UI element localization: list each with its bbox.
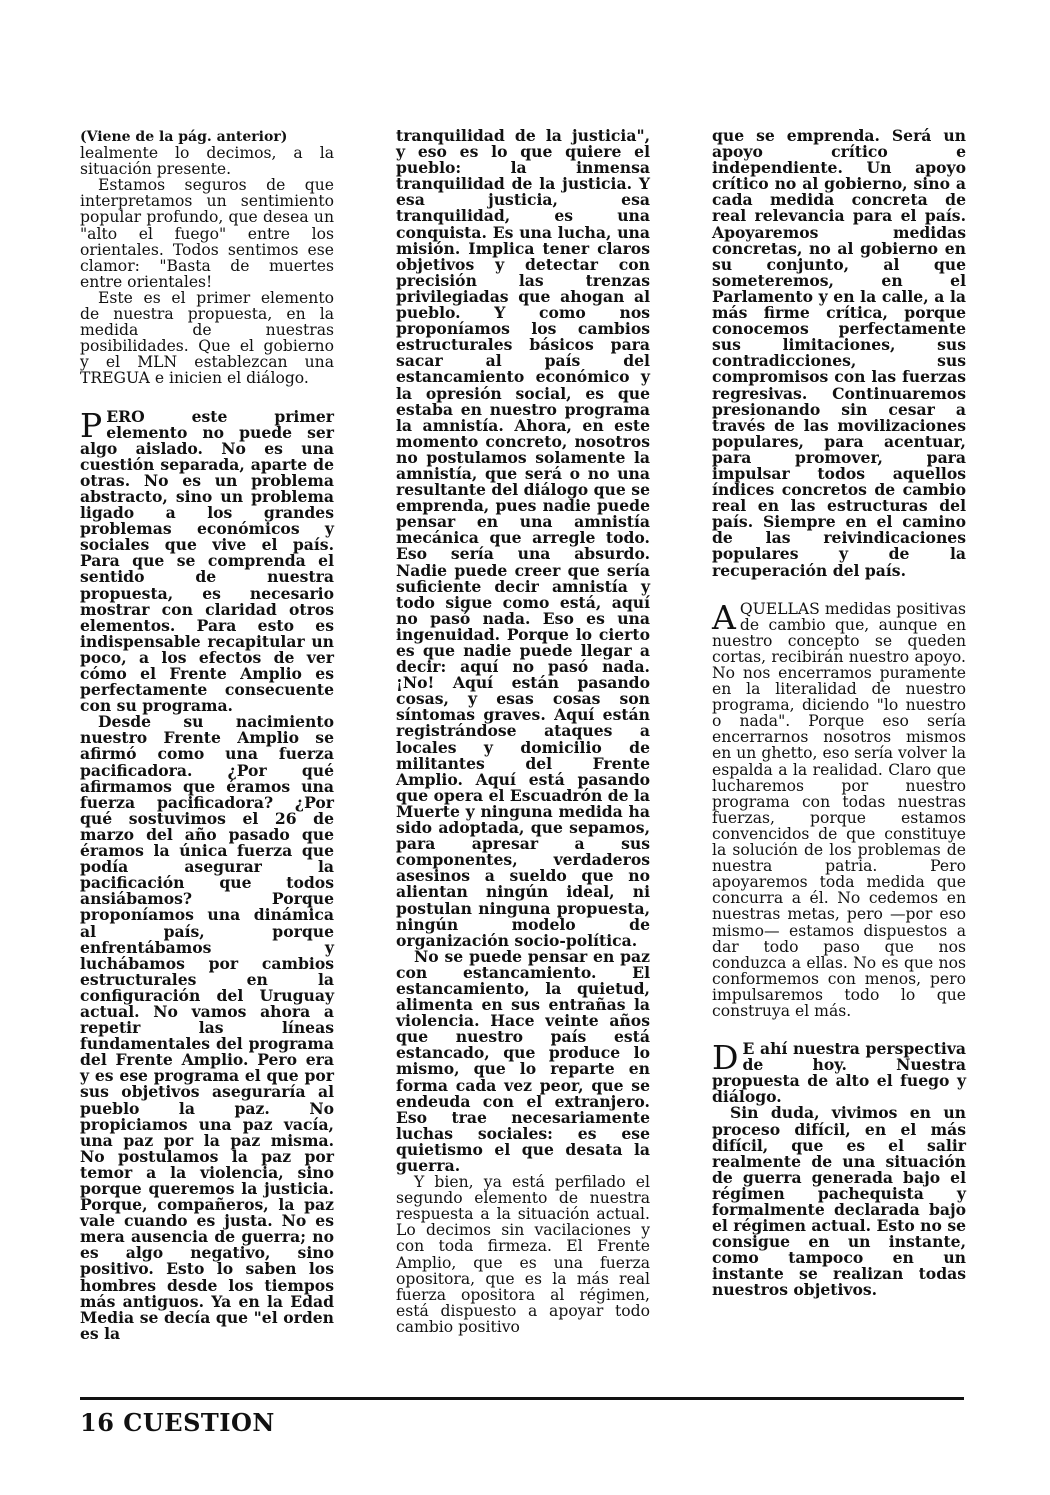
drop-cap: P (80, 405, 103, 445)
column-1 (80, 128, 334, 1342)
continued-note: (Viene de la pág. anterior) (80, 129, 288, 145)
column-2 (396, 128, 650, 1335)
paragraph-bold: Desde su nacimiento nuestro Frente Amplio se afirmó como una fuerza pacificadora. ¿Por qué afirmamos que éramos una fuerza pacificadora? ¿Por qué sostuvimos el 26 de marzo del año pasado que éramos la única fuerza que podía asegurar la pacificación que todos ansiábamos? Porque proponíamos una dinámica al país, porque enfrentábamos y luchábamos por cambios estructurales en la configuración del Uruguay actual. No vamos ahora a repetir las líneas fundamentales del programa del Frente Amplio. Pero era y es ese programa el que por sus objetivos aseguraría al pueblo la paz. No propiciamos una paz vacía, una paz por la paz misma. No postulamos la paz por temor a la violencia, sino porque queremos la justicia. Porque, compañeros, la paz vale cuando es justa. No es mera ausencia de guerra; no es algo negativo, sino positivo. Esto lo saben los hombres desde los tiempos más antiguos. Ya en la Edad Media se decía que "el orden es la (80, 712, 334, 1343)
footer-rule (80, 1397, 964, 1400)
paragraph-bold: No se puede pensar en paz con estancamiento. El estancamiento, la quietud, alimenta en sus entrañas la violencia. Hace veinte años que nuestro país está estancado, que produce lo mismo, que lo reparte en forma cada vez peor, que se endeuda con el extranjero. Eso trae necesariamente luchas sociales: es ese quietismo el que desata la guerra. (396, 946, 650, 1175)
magazine-name: CUESTION (123, 1408, 275, 1437)
paragraph-bold: Sin duda, vivimos en un proceso difícil, en el más difícil, que es el salir realmente de una situación de guerra generada bajo el régimen pachequista y formalmente declarada bajo el régimen actual. Esto no se consigue en un instante, como tampoco en un instante se realizan todas nuestros objetivos. (712, 1103, 967, 1300)
paragraph-bold: tranquilidad de la justicia", y eso es lo que quiere el pueblo: la inmensa tranquilidad de la justicia. Y esa justicia, esa tranquilidad, es una conquista. Es una lucha, una misión. Implica tener claros objetivos y detectar con precisión las trenzas privilegiadas que ahogan al pueblo. Y como nos proponíamos los cambios estructurales básicos para sacar al país del estancamiento económico y la opresión social, es que estaba en nuestro programa la amnistía. Ahora, en este momento concreto, nosotros no postulamos solamente la amnistía, que será o no una resultante del diálogo que se emprenda, pues nadie puede pensar en una amnistía mecánica que arregle todo. Eso sería una absurdo. Nadie puede creer que sería suficiente decir amnistía y todo sigue como está, aquí no pasó nada. Eso es una ingenuidad. Porque lo cierto es que nadie puede llegar a decir: aquí no pasó nada. ¡No! Aquí están pasando cosas, y esas cosas son síntomas graves. Aquí están registrándose ataques a locales y domicilio de militantes del Frente Amplio. Aquí está pasando que opera el Escuadrón de la Muerte y ninguna medida ha sido adoptada, que sepamos, para apresar a sus componentes, verdaderos asesinos a sueldo que no alientan ningún ideal, ni postulan ninguna propuesta, ningún modelo de organización socio-política. (396, 126, 651, 950)
paragraph-bold: PERO este primer elemento no puede ser algo aislado. No es una cuestión separada, aparte de otras. No es un problema abstracto, sino un problema ligado a los grandes problemas económicos y sociales que vive el país. Para que se comprenda el sentido de nuestra propuesta, es necesario mostrar con claridad otros elementos. Para esto es indispensable recapitular un poco, a los efectos de ver cómo el Frente Amplio es perfectamente consecuente con su programa. (80, 405, 334, 716)
page-number: 16 (80, 1408, 115, 1437)
drop-cap: D (712, 1038, 739, 1078)
paragraph: Este es el primer elemento de nuestra propuesta, en la medida de nuestras posibilidades. Que el gobierno y el MLN establezcan una TREGUA e inicien el diálogo. (80, 288, 334, 388)
drop-cap: A (712, 597, 736, 637)
paragraph-bold: que se emprenda. Será un apoyo crítico e independiente. Un apoyo crítico no al gobierno, sino a cada medida concreta de real relevancia para el país. Apoyaremos medidas concretas, no al gobierno en su conjunto, al que someteremos, en el Parlamento y en la calle, a la más firme crítica, porque conocemos perfectamente sus limitaciones, sus contradicciones, sus compromisos con las fuerzas regresivas. Continuaremos presionando sin cesar a través de las movilizaciones populares, para acentuar, para promover, para impulsar todos aquellos índices concretos de cambio real en las estructuras del país. Siempre en el camino de las reivindicaciones populares y de la recuperación del país. (712, 126, 966, 580)
paragraph: AQUELLAS medidas positivas de cambio que, aunque en nuestro concepto se queden cortas, recibirán nuestro apoyo. No nos encerramos puramente en la literalidad de nuestro programa, diciendo "lo nuestro o nada". Porque eso sería encerrarnos nosotros mismos en un ghetto, eso sería volver la espalda a la realidad. Claro que lucharemos por nuestro programa con todas nuestras fuerzas, porque estamos convencidos de que constituye la solución de los problemas de nuestra patria. Pero apoyaremos toda medida que concurra a él. No cedemos en nuestras metas, pero —por eso mismo— estamos dispuestos a dar todo paso que nos conduzca a ellas. No es que nos conformemos con menos, pero impulsaremos todo lo que construya el más. (712, 597, 966, 1020)
paragraph-bold: D E ahí nuestra perspectiva de hoy. Nuestra propuesta de alto el fuego y diálogo. (712, 1038, 966, 1107)
paragraph: Estamos seguros de que interpretamos un sentimiento popular profundo, que desea un "alto el fuego" entre los orientales. Todos sentimos ese clamor: "Basta de muertes entre orientales! (80, 176, 334, 291)
paragraph: lealmente lo decimos, a la situación presente. (80, 144, 334, 179)
paragraph: Y bien, ya está perfilado el segundo elemento de nuestra respuesta a la situación actual. Lo decimos sin vacilaciones y con toda firmeza. El Frente Amplio, que es una fuerza opositora, que es la más real fuerza opositora al régimen, está dispuesto a apoyar todo cambio positivo (396, 1173, 650, 1336)
column-3 (712, 128, 966, 1299)
page-footer (80, 1408, 275, 1437)
